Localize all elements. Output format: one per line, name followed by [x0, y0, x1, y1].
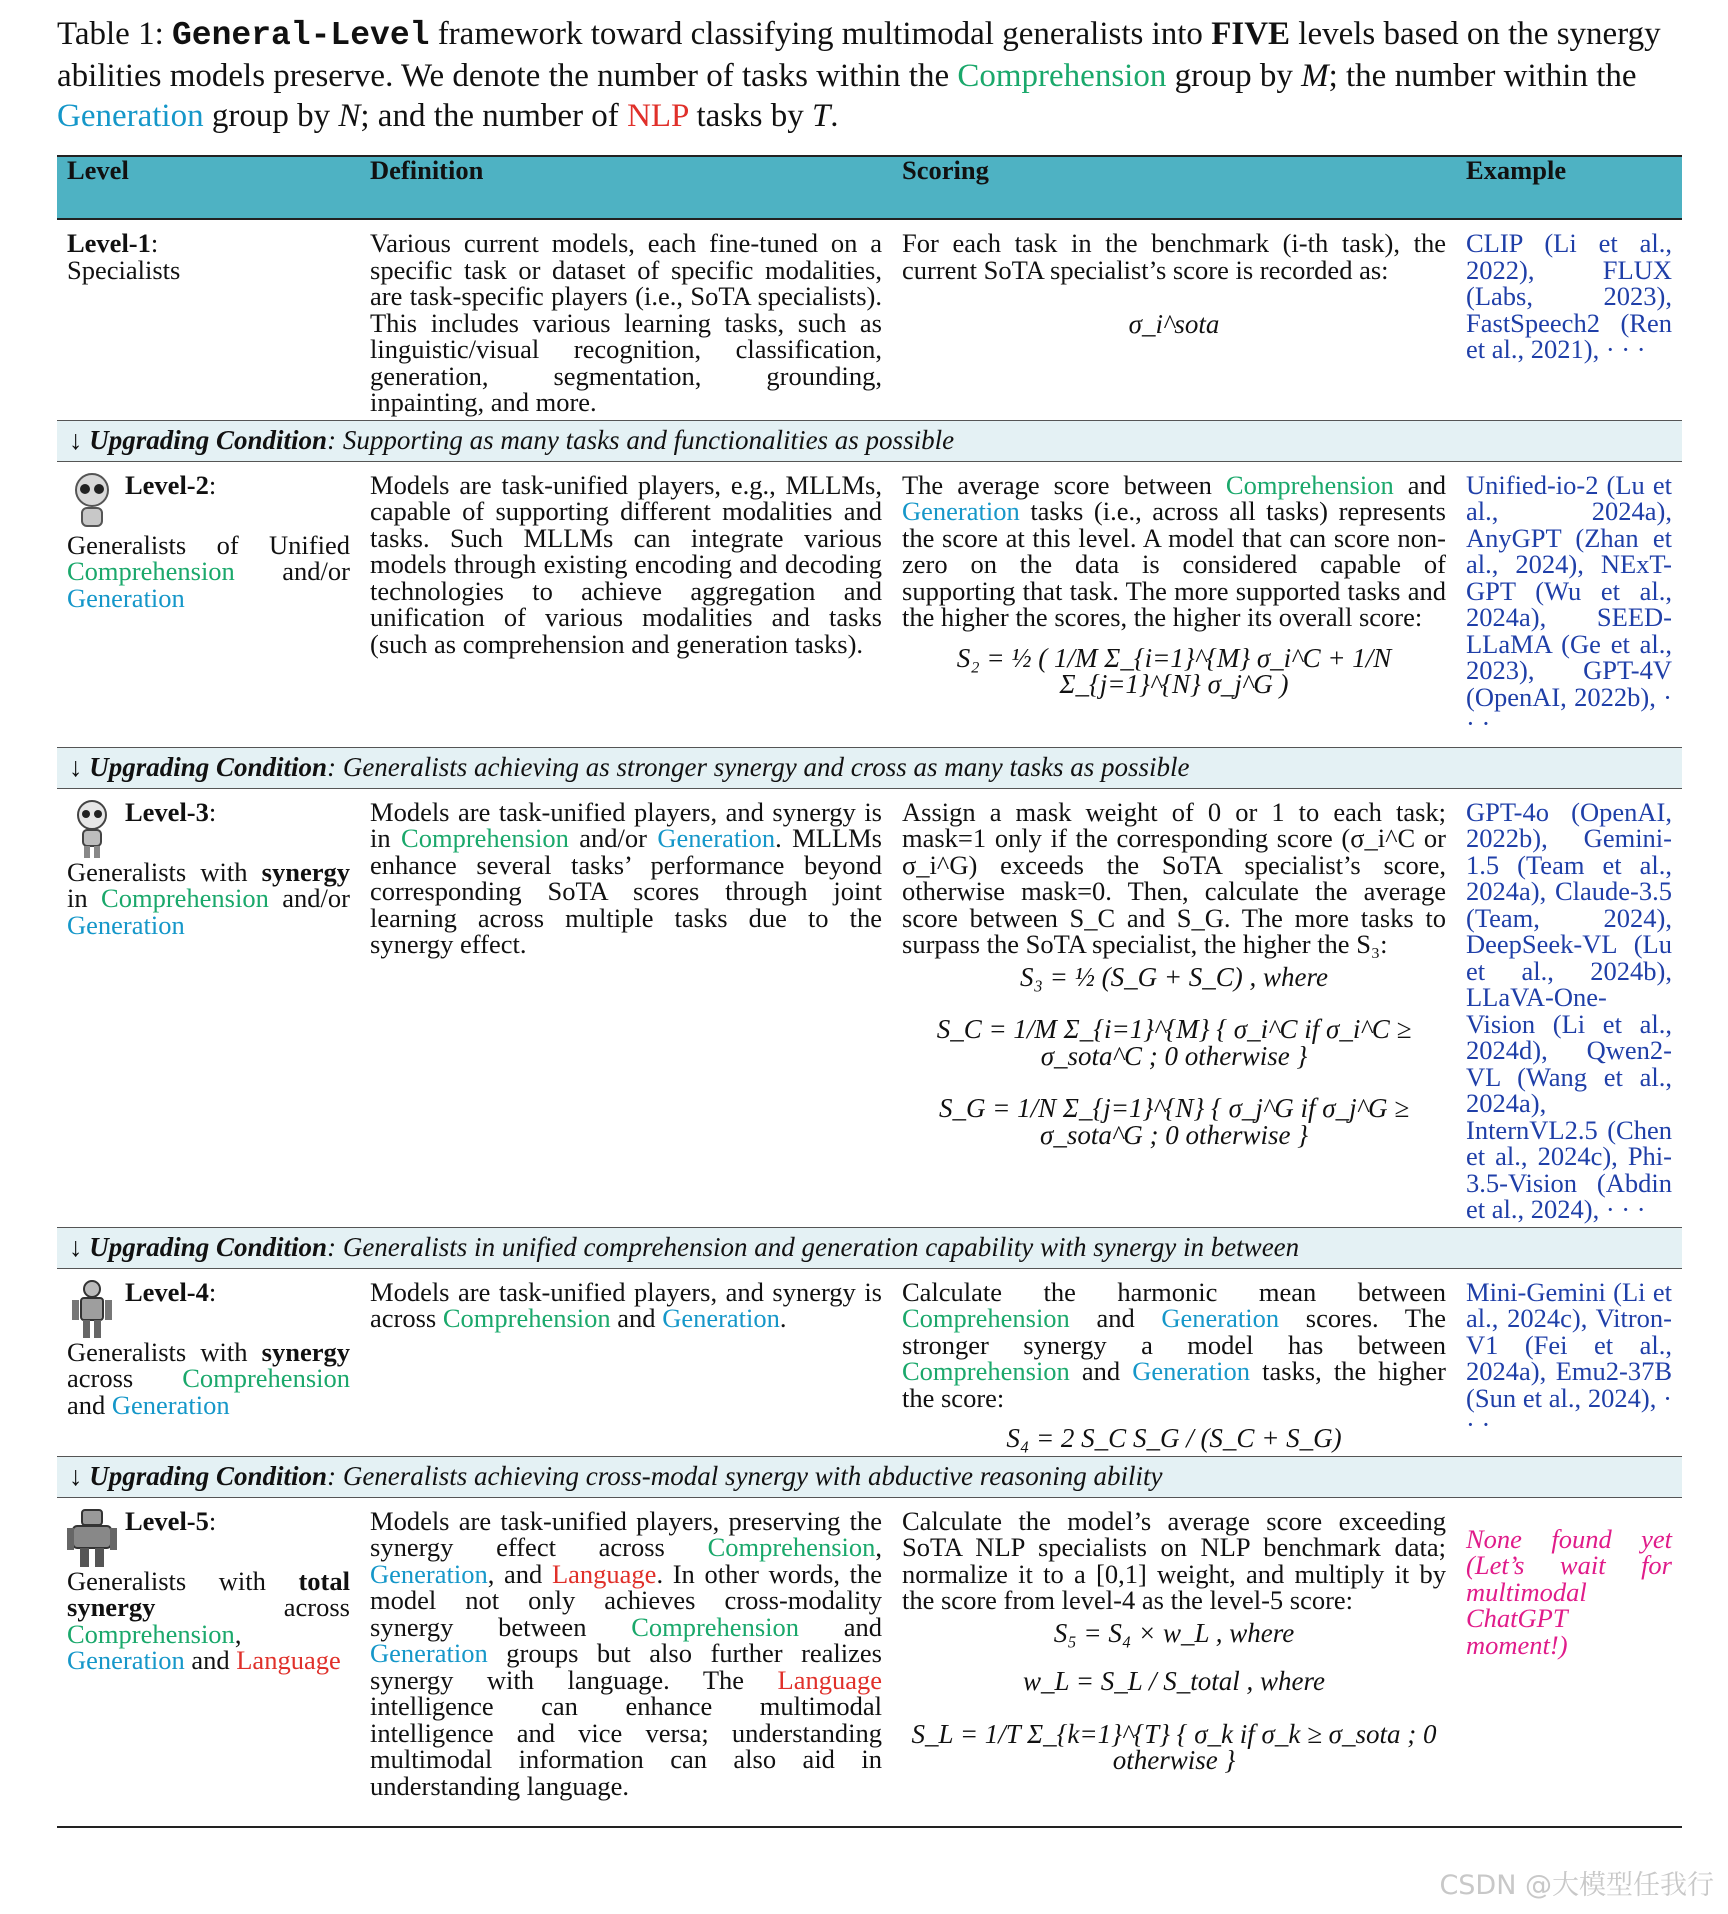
caption-nlp: NLP	[627, 98, 689, 134]
caption-text: ; and the number of	[360, 98, 628, 134]
level-4-scoring	[902, 1276, 1447, 1413]
comprehension-term: Comprehension	[401, 823, 569, 853]
robot-icon	[67, 1279, 117, 1339]
definition-text: Models are task-unified players, and synergy is in	[370, 796, 882, 853]
synergy-term: synergy	[261, 856, 350, 887]
subtitle-text: and	[67, 1389, 112, 1420]
level-1-scoring: For each task in the benchmark (i-th task), the current SoTA specialist’s score is recorded as:	[902, 228, 1446, 285]
level-4-title: Level-4	[125, 1276, 209, 1307]
table-row-level-3	[57, 788, 1682, 1227]
level-2-formula: S₂ = ½ ( 1/M Σ_{i=1}^{M} σ_i^C + 1/N Σ_{j=1}^{N} σ_j^G )	[956, 642, 1392, 699]
level-4-cell: Level-4: Generalists with synergy across Comprehension and Generation	[67, 1276, 350, 1420]
subtitle-text: and/or	[234, 556, 350, 586]
scoring-text: tasks, the higher the score:	[902, 1356, 1447, 1413]
level-5-subtitle	[67, 1565, 350, 1675]
total-synergy-term: total synergy	[67, 1565, 350, 1622]
synergy-term: synergy	[261, 1336, 350, 1367]
level-5-scoring-cell	[892, 1497, 1456, 1827]
subtitle-text: ,	[234, 1618, 242, 1649]
caption-text: group by	[1166, 58, 1302, 94]
generation-term: Generation	[662, 1303, 780, 1333]
definition-text: Models are task-unified players, and synergy is across	[370, 1276, 882, 1333]
generation-term: Generation	[67, 1645, 185, 1675]
robot-icon	[67, 472, 117, 532]
generation-term: Generation	[67, 909, 185, 940]
level-2-scoring-cell	[892, 461, 1456, 747]
upgrade-label: ↓ Upgrading Condition	[69, 425, 328, 456]
caption-generation: Generation	[57, 98, 204, 134]
subtitle-text: across	[155, 1592, 350, 1622]
upgrade-text: : Generalists achieving as stronger synergy and cross as many tasks as possible	[327, 752, 1190, 783]
header-level: Level	[57, 156, 360, 219]
subtitle-text: and	[184, 1645, 237, 1675]
definition-text: and	[799, 1611, 882, 1642]
level-3-scoring-cell	[892, 788, 1456, 1227]
comprehension-term: Comprehension	[442, 1303, 611, 1333]
comprehension-term: Comprehension	[67, 1618, 235, 1649]
caption-five: FIVE	[1211, 16, 1291, 52]
comprehension-term: Comprehension	[67, 556, 235, 586]
level-3-cell: Level-3: Generalists with synergy in Comprehension and/or Generation	[67, 796, 350, 940]
level-1-subtitle: Specialists	[67, 254, 181, 285]
definition-text: . In other words, the model not only achieves cross-modality synergy between	[370, 1558, 882, 1642]
comprehension-term: Comprehension	[182, 1363, 350, 1393]
table-row-level-5	[57, 1497, 1682, 1827]
level-3-subtitle	[67, 856, 350, 940]
level-5-definition	[360, 1497, 892, 1827]
subtitle-text: Generalists with	[67, 1565, 299, 1596]
table-header-row	[57, 156, 1682, 219]
language-term: Language	[551, 1558, 657, 1589]
language-term: Language	[777, 1664, 882, 1695]
level-4-definition	[360, 1268, 892, 1456]
level-1-definition: Various current models, each fine-tuned on a specific task or dataset of specific modalities, are task-specific players (i.e., SoTA specialists). This includes various learning tasks, such as linguistic/visual recognition, classification, generation, segmentation, grounding, inpainting, and more.	[370, 228, 882, 417]
upgrade-row-2	[57, 747, 1682, 788]
comprehension-term: Comprehension	[707, 1532, 876, 1562]
caption-var-n: N	[338, 98, 361, 134]
level-1-title: Level-1	[67, 228, 151, 258]
generation-term: Generation	[111, 1389, 230, 1420]
level-4-scoring-cell	[892, 1268, 1456, 1456]
caption-text: group by	[203, 98, 339, 134]
caption-label: Table 1:	[57, 16, 172, 52]
comprehension-term: Comprehension	[902, 1356, 1070, 1386]
generation-term: Generation	[1132, 1356, 1251, 1386]
definition-text: groups but also further realizes synergy with language. The	[370, 1638, 882, 1695]
upgrade-label: ↓ Upgrading Condition	[69, 1461, 328, 1492]
subtitle-text: and/or	[268, 883, 350, 913]
level-1-formula	[902, 311, 1446, 338]
subtitle-text: across	[67, 1363, 183, 1393]
level-5-cell: Level-5: Generalists with total synergy across Comprehension, Generation and Language	[57, 1497, 360, 1827]
definition-text: and	[610, 1303, 663, 1333]
subtitle-text: Generalists of Unified	[67, 529, 350, 560]
header-definition: Definition	[360, 156, 892, 219]
caption-text: ; the number within the	[1328, 58, 1637, 94]
scoring-text: tasks (i.e., across all tasks) represents the score at this level. A model that can score non-zero on the data is considered capable of supporting that task. The more supported tasks and the higher the scores, the higher its overall score:	[902, 496, 1446, 632]
level-5-formula-sl: S_L = 1/T Σ_{k=1}^{T} { σ_k if σ_k ≥ σ_sota ; 0 otherwise }	[911, 1718, 1437, 1775]
upgrade-row-1	[57, 420, 1682, 461]
level-2-title: Level-2	[125, 469, 209, 500]
level-3-example: GPT-4o (OpenAI, 2022b), Gemini-1.5 (Team et al., 2024a), Claude-3.5 (Team, 2024), DeepSeek-VL (Lu et al., 2024b), LLaVA-One-Vision (Li et al., 2024d), Qwen2-VL (Wang et al., 2024a), InternVL2.5 (Chen et al., 2024c), Phi-3.5-Vision (Abdin et al., 2024), · · ·	[1466, 796, 1672, 1224]
upgrade-text: : Generalists achieving cross-modal synergy with abductive reasoning ability	[327, 1461, 1163, 1492]
upgrade-text: : Supporting as many tasks and functionalities as possible	[327, 425, 955, 456]
level-2-example: Unified-io-2 (Lu et al., 2024a), AnyGPT (Zhan et al., 2024), NExT-GPT (Wu et al., 2024a), SEED-LLaMA (Ge et al., 2023), GPT-4V (OpenAI, 2022b), · · ·	[1466, 469, 1672, 738]
language-term: Language	[236, 1645, 341, 1675]
caption-comprehension: Comprehension	[957, 58, 1167, 94]
caption-text: framework toward classifying multimodal generalists into	[429, 16, 1212, 52]
scoring-text: and	[1393, 469, 1446, 500]
level-3-definition	[360, 788, 892, 1227]
level-3-formula-sc: S_C = 1/M Σ_{i=1}^{M} { σ_i^C if σ_i^C ≥ σ_sota^C ; 0 otherwise }	[936, 1014, 1412, 1071]
level-3-title: Level-3	[125, 796, 209, 827]
level-2-scoring	[902, 469, 1446, 632]
definition-text: .	[779, 1303, 787, 1333]
level-4-example: Mini-Gemini (Li et al., 2024c), Vitron-V1 (Fei et al., 2024a), Emu2-37B (Sun et al., 2024), · · ·	[1466, 1276, 1672, 1439]
caption-text: .	[830, 98, 839, 134]
caption-var-m: M	[1301, 58, 1329, 94]
upgrade-row-3	[57, 1227, 1682, 1268]
definition-text: , and	[487, 1558, 552, 1589]
level-2-cell: Level-2: Generalists of Unified Comprehension and/or Generation	[67, 469, 350, 613]
comprehension-term: Comprehension	[101, 883, 269, 913]
caption-var-t: T	[811, 98, 831, 134]
generation-term: Generation	[902, 496, 1020, 526]
scoring-text: and	[1069, 1356, 1133, 1386]
upgrade-cell	[57, 747, 1682, 788]
comprehension-term: Comprehension	[902, 1303, 1070, 1333]
level-4-formula: S₄ = 2 S_C S_G / (S_C + S_G)	[1006, 1423, 1342, 1453]
robot-icon	[67, 1508, 117, 1568]
definition-text: and/or	[568, 823, 658, 853]
definition-text: ,	[875, 1532, 882, 1562]
comprehension-term: Comprehension	[631, 1611, 799, 1642]
comprehension-term: Comprehension	[1225, 469, 1394, 500]
scoring-text: The average score between	[902, 469, 1226, 500]
level-4-subtitle	[67, 1336, 350, 1420]
scoring-text: and	[1069, 1303, 1162, 1333]
robot-icon	[67, 799, 117, 859]
generation-term: Generation	[370, 1638, 488, 1668]
upgrade-text: : Generalists in unified comprehension and generation capability with synergy in between	[327, 1232, 1300, 1263]
level-5-formula-s5: S₅ = S₄ × w_L , where	[1053, 1617, 1295, 1648]
level-5-title: Level-5	[125, 1505, 209, 1536]
subtitle-text: Generalists with	[67, 1336, 262, 1367]
level-3-scoring: Assign a mask weight of 0 or 1 to each task; mask=1 only if the corresponding score (σ_i^C or σ_i^G) exceeds the SoTA specialist’s score, otherwise mask=0. Then, calculate the average score between S_C and S_G. The more tasks to surpass the SoTA specialist, the higher the S₃:	[902, 796, 1446, 959]
table-caption	[57, 14, 1682, 136]
watermark: CSDN @大模型任我行	[1439, 1870, 1714, 1901]
upgrade-label: ↓ Upgrading Condition	[69, 752, 328, 783]
table-row-level-1	[57, 219, 1682, 420]
upgrade-cell	[57, 420, 1682, 461]
level-1-scoring-cell	[892, 219, 1456, 420]
caption-text: tasks by	[688, 98, 812, 134]
upgrade-cell	[57, 1227, 1682, 1268]
generation-term: Generation	[1161, 1303, 1280, 1333]
definition-text: . MLLMs enhance several tasks’ performance beyond corresponding SoTA scores through joint learning across multiple tasks due to the synergy effect.	[370, 823, 882, 959]
general-level-table	[57, 155, 1682, 1828]
level-3-formula-sg: S_G = 1/N Σ_{j=1}^{N} { σ_j^G if σ_j^G ≥ σ_sota^G ; 0 otherwise }	[938, 1093, 1410, 1150]
level-3-formula-s3: S₃ = ½ (S_G + S_C) , where	[1019, 961, 1329, 992]
subtitle-text: Generalists with	[67, 856, 262, 887]
header-example: Example	[1456, 156, 1682, 219]
subtitle-text: in	[67, 883, 102, 913]
upgrade-row-4	[57, 1456, 1682, 1497]
definition-text: Models are task-unified players, preserving the synergy effect across	[370, 1505, 882, 1562]
level-2-subtitle	[67, 529, 350, 613]
level-1-cell: Level-1: Specialists	[67, 228, 181, 285]
generation-term: Generation	[67, 582, 185, 613]
level-1-example: CLIP (Li et al., 2022), FLUX (Labs, 2023), FastSpeech2 (Ren et al., 2021), · · ·	[1466, 228, 1672, 364]
upgrade-cell	[57, 1456, 1682, 1497]
scoring-text: Calculate the harmonic mean between	[902, 1276, 1446, 1307]
level-5-formula-wl: w_L = S_L / S_total , where	[1022, 1666, 1326, 1696]
level-5-example: None found yet (Let’s wait for multimodal ChatGPT moment!)	[1456, 1497, 1682, 1827]
upgrade-label: ↓ Upgrading Condition	[69, 1232, 328, 1263]
scoring-text: scores. The stronger synergy a model has between	[902, 1303, 1446, 1360]
formula-text: σ_i^sota	[1128, 309, 1220, 339]
caption-framework-name: General-Level	[171, 17, 430, 54]
caption-text: levels based on the synergy abilities models preserve. We denote the number of tasks within the	[57, 16, 1661, 94]
header-scoring: Scoring	[892, 156, 1456, 219]
generation-term: Generation	[370, 1558, 488, 1589]
generation-term: Generation	[657, 823, 776, 853]
definition-text: intelligence can enhance multimodal intelligence and vice versa; understanding multimodal information can also aid in understanding language.	[370, 1691, 882, 1801]
table-row-level-4	[57, 1268, 1682, 1456]
table-row-level-2	[57, 461, 1682, 747]
level-5-scoring: Calculate the model’s average score exceeding SoTA NLP specialists on NLP benchmark data; normalize it to a [0,1] weight, and multiply it by the score from level-4 as the level-5 score:	[902, 1505, 1446, 1615]
level-2-definition: Models are task-unified players, e.g., MLLMs, capable of supporting different modalities and tasks. Such MLLMs can integrate various models through existing encoding and decoding technologies to achieve aggregation and unification of various modalities and tasks (such as comprehension and generation tasks).	[370, 469, 882, 659]
